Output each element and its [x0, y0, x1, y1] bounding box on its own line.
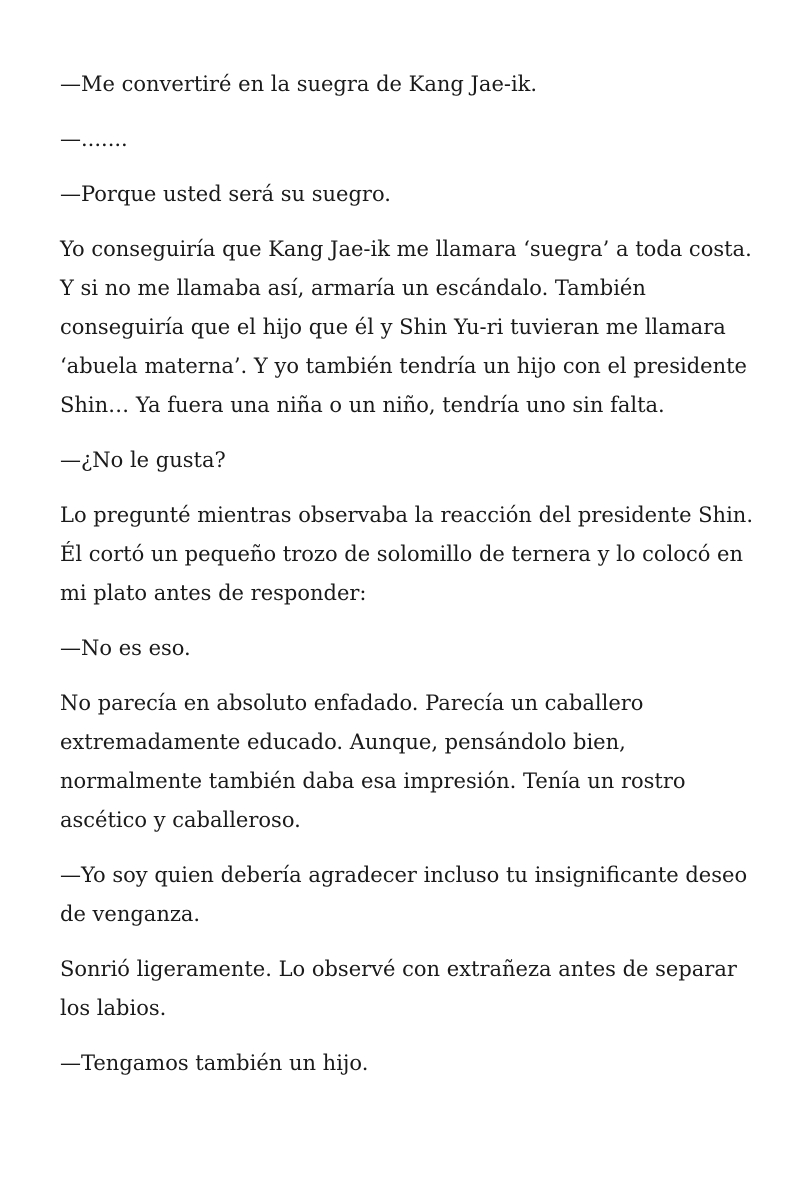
narration-paragraph: Sonrió ligeramente. Lo observé con extrañeza antes de separar los labios. [60, 957, 737, 1020]
narration-paragraph: Yo conseguiría que Kang Jae-ik me llamara ‘suegra’ a toda costa. Y si no me llamaba así, armaría un escándalo. También conseguiría que el hijo que él y Shin Yu-ri tuvieran me llamara ‘abuela materna’. Y yo también tendría un hijo con el presidente Shin… Ya fuera una niña o un niño, tendría uno sin falta. [60, 237, 752, 417]
dialogue-line: —Yo soy quien debería agradecer incluso tu insignificante deseo de venganza. [60, 863, 748, 926]
dialogue-line: —Porque usted será su suegro. [60, 182, 391, 206]
narration-paragraph: Lo pregunté mientras observaba la reacción del presidente Shin. Él cortó un pequeño trozo de solomillo de ternera y lo colocó en mi plato antes de responder: [60, 503, 753, 605]
dialogue-line: —....... [60, 127, 128, 151]
narration-paragraph: No parecía en absoluto enfadado. Parecía un caballero extremadamente educado. Aunque, pensándolo bien, normalmente también daba esa impresión. Tenía un rostro ascético y caballeroso. [60, 691, 686, 832]
dialogue-line: —Me convertiré en la suegra de Kang Jae-ik. [60, 72, 538, 96]
dialogue-line: —Tengamos también un hijo. [60, 1051, 369, 1075]
dialogue-line: —No es eso. [60, 636, 191, 660]
dialogue-line: —¿No le gusta? [60, 448, 226, 472]
